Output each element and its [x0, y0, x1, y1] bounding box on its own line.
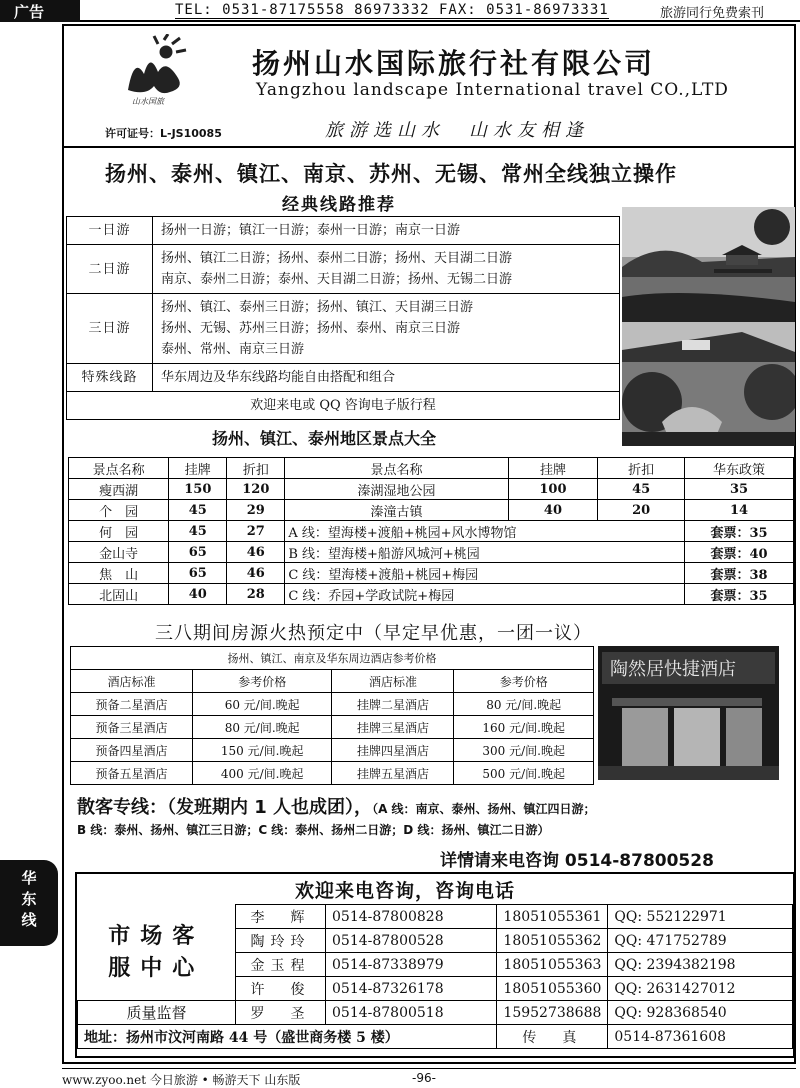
fax-label: 传 真: [497, 1025, 608, 1049]
table-row: [69, 479, 794, 500]
footer-publication: www.zyoo.net 今日旅游 • 畅游天下 山东版: [62, 1073, 301, 1087]
table-row: [78, 905, 793, 929]
mountain-icon: [128, 62, 180, 93]
staff-qq: QQ: 471752789: [608, 929, 793, 953]
company-name-en: Yangzhou landscape International travel CO.,LTD: [256, 80, 729, 100]
table-row: [71, 693, 594, 716]
column-header: 酒店标准: [71, 670, 193, 693]
staff-name: 金玉程: [236, 953, 326, 977]
route-lines: [153, 245, 620, 294]
service-center-label: [78, 905, 236, 1001]
hotel-price: 60 元/间.晚起: [192, 693, 332, 716]
staff-name: 陶玲玲: [236, 929, 326, 953]
hotel-table-caption: 扬州、镇江、南京及华东周边酒店参考价格: [71, 647, 594, 670]
column-header: 参考价格: [192, 670, 332, 693]
lake-pavilion-photo: [622, 207, 795, 322]
spot-discount-price: 20: [598, 500, 685, 521]
table-row: [71, 739, 594, 762]
table-row: [69, 584, 794, 605]
sun-icon: [154, 34, 186, 57]
spot-list-price: 45: [169, 500, 227, 521]
package-price: 套票：35: [685, 584, 794, 605]
column-header: 折扣: [598, 458, 685, 479]
route-line: 扬州、镇江二日游；扬州、泰州二日游；扬州、天目湖二日游: [161, 251, 513, 266]
staff-tel[interactable]: 0514-87338979: [326, 953, 497, 977]
route-lines: [153, 294, 620, 364]
section-tab-label: 华东线: [21, 869, 37, 929]
spot-list-price: 45: [169, 521, 227, 542]
page-number: -96-: [412, 1071, 436, 1085]
staff-tel[interactable]: 0514-87800528: [326, 929, 497, 953]
company-address: 地址：扬州市汶河南路 44 号（盛世商务楼 5 楼）: [78, 1025, 497, 1049]
hotel-grade: 预备三星酒店: [71, 716, 193, 739]
column-header: 景点名称: [69, 458, 169, 479]
spot-policy-price: 35: [685, 479, 794, 500]
route-line: 南京、泰州二日游；泰州、天目湖二日游；扬州、无锡二日游: [161, 272, 513, 287]
package-price: 套票：35: [685, 521, 794, 542]
sanke-title: 散客专线：（发班期内 1 人也成团），: [77, 797, 373, 818]
spot-list-price: 150: [169, 479, 227, 500]
company-logo: [120, 34, 200, 106]
detail-hotline: 详情请来电咨询 0514-87800528: [440, 851, 714, 871]
package-line: A 线：望海楼+渡船+桃园+风水博物馆: [285, 521, 685, 542]
spot-discount-price: 27: [227, 521, 285, 542]
route-category: 二日游: [67, 245, 153, 294]
spot-name: 何 园: [69, 521, 169, 542]
hotel-price: 300 元/间.晚起: [454, 739, 594, 762]
spot-name: 焦 山: [69, 563, 169, 584]
page-footer: [62, 1068, 796, 1086]
package-line: C 线：望海楼+渡船+桃园+梅园: [285, 563, 685, 584]
staff-name: 许 俊: [236, 977, 326, 1001]
spot-list-price: 65: [169, 542, 227, 563]
hotel-grade: 挂牌四星酒店: [332, 739, 454, 762]
route-category: 特殊线路: [67, 364, 153, 392]
logo-caption: 山水国旅: [132, 97, 164, 106]
staff-name: 李 辉: [236, 905, 326, 929]
column-header: 挂牌: [508, 458, 598, 479]
hotel-price: 160 元/间.晚起: [454, 716, 594, 739]
column-header: 景点名称: [285, 458, 508, 479]
spot-discount-price: 46: [227, 542, 285, 563]
table-row: [78, 1025, 793, 1049]
route-row: [67, 217, 620, 245]
column-header: 挂牌: [169, 458, 227, 479]
spot-list-price: 100: [508, 479, 598, 500]
route-row: [67, 245, 620, 294]
table-row: [69, 500, 794, 521]
table-row: [71, 762, 594, 785]
table-row: [69, 521, 794, 542]
staff-qq: QQ: 2631427012: [608, 977, 793, 1001]
route-category: 一日游: [67, 217, 153, 245]
hotel-grade: 预备四星酒店: [71, 739, 193, 762]
spot-list-price: 65: [169, 563, 227, 584]
staff-qq: QQ: 2394382198: [608, 953, 793, 977]
table-header-row: [69, 458, 794, 479]
table-row: [71, 716, 594, 739]
staff-mobile[interactable]: 18051055361: [497, 905, 608, 929]
sanke-line-a: （A 线：南京、泰州、扬州、镇江四日游；: [372, 802, 596, 816]
garden-photo: [622, 322, 795, 446]
ad-tag: 广告: [0, 0, 80, 22]
spot-discount-price: 29: [227, 500, 285, 521]
hotel-price: 400 元/间.晚起: [192, 762, 332, 785]
table-row: [69, 563, 794, 584]
spot-policy-price: 14: [685, 500, 794, 521]
quality-qq: QQ: 928368540: [608, 1001, 793, 1025]
spot-list-price: 40: [508, 500, 598, 521]
spot-name: 北固山: [69, 584, 169, 605]
quality-mobile[interactable]: 15952738688: [497, 1001, 608, 1025]
column-header: 折扣: [227, 458, 285, 479]
company-slogan: 旅游选山水 山水友相逢: [325, 120, 589, 141]
spot-discount-price: 28: [227, 584, 285, 605]
staff-mobile[interactable]: 18051055360: [497, 977, 608, 1001]
service-center-text: 市场客服中心: [108, 923, 205, 982]
quality-name: 罗 圣: [236, 1001, 326, 1025]
route-line: 华东周边及华东线路均能自由搭配和组合: [153, 364, 620, 392]
license-number: 许可证号：L-JS10085: [105, 127, 222, 140]
package-line: C 线：乔园+学政试院+梅园: [285, 584, 685, 605]
route-row: [67, 392, 620, 420]
hotel-price: 80 元/间.晚起: [454, 693, 594, 716]
spot-name: 个 园: [69, 500, 169, 521]
route-line: 泰州、常州、南京三日游: [161, 342, 305, 357]
column-header: 参考价格: [454, 670, 594, 693]
route-line: 扬州、镇江、泰州三日游；扬州、镇江、天目湖三日游: [161, 300, 474, 315]
table-row: [78, 1001, 793, 1025]
route-row: [67, 294, 620, 364]
staff-mobile[interactable]: 18051055363: [497, 953, 608, 977]
quality-label: 质量监督: [78, 1001, 236, 1025]
scenic-table: [68, 457, 794, 605]
publisher-contact: TEL: 0531-87175558 86973332 FAX: 0531-86973331: [175, 2, 609, 18]
spot-discount-price: 120: [227, 479, 285, 500]
promo-banner: 三八期间房源火热预定中（早定早优惠，一团一议）: [155, 623, 592, 644]
top-bar: [0, 0, 800, 22]
coverage-headline: 扬州、泰州、镇江、南京、苏州、无锡、常州全线独立操作: [105, 161, 677, 186]
hotel-photo: [598, 646, 779, 780]
staff-qq: QQ: 552122971: [608, 905, 793, 929]
scenic-title: 扬州、镇江、泰州地区景点大全: [212, 429, 437, 448]
staff-mobile[interactable]: 18051055362: [497, 929, 608, 953]
route-category: 三日游: [67, 294, 153, 364]
spot-name: 金山寺: [69, 542, 169, 563]
sanke-line: [77, 793, 596, 819]
spot-list-price: 40: [169, 584, 227, 605]
fax-number: 0514-87361608: [608, 1025, 793, 1049]
routes-table: [66, 216, 620, 420]
routes-note: 欢迎来电或 QQ 咨询电子版行程: [67, 392, 620, 420]
route-line: 扬州一日游；镇江一日游；泰州一日游；南京一日游: [153, 217, 620, 245]
contact-title: 欢迎来电咨询，咨询电话: [295, 880, 516, 902]
contact-table: [77, 904, 793, 1049]
hotel-sign: 陶然居快捷酒店: [610, 659, 736, 680]
package-price: 套票：40: [685, 542, 794, 563]
hotel-price: 80 元/间.晚起: [192, 716, 332, 739]
staff-tel[interactable]: 0514-87800828: [326, 905, 497, 929]
table-header-row: [71, 670, 594, 693]
hotel-grade: 挂牌五星酒店: [332, 762, 454, 785]
spot-name: 溱潼古镇: [285, 500, 508, 521]
company-name-cn: 扬州山水国际旅行社有限公司: [252, 47, 656, 80]
route-row: [67, 364, 620, 392]
spot-name: 瘦西湖: [69, 479, 169, 500]
hotel-price-table: [70, 646, 594, 785]
staff-tel[interactable]: 0514-87326178: [326, 977, 497, 1001]
table-row: [69, 542, 794, 563]
column-header: 华东政策: [685, 458, 794, 479]
hotel-grade: 挂牌三星酒店: [332, 716, 454, 739]
spot-name: 溱湖湿地公园: [285, 479, 508, 500]
spot-discount-price: 45: [598, 479, 685, 500]
sanke-lines-bcd: B 线：泰州、扬州、镇江三日游；C 线：泰州、扬州二日游；D 线：扬州、镇江二日游）: [77, 823, 550, 837]
section-tab: [0, 860, 58, 946]
package-price: 套票：38: [685, 563, 794, 584]
free-catalog-note: 旅游同行免费索刊: [660, 6, 765, 21]
package-line: B 线：望海楼+船游风城河+桃园: [285, 542, 685, 563]
hotel-grade: 预备五星酒店: [71, 762, 193, 785]
routes-subhead: 经典线路推荐: [282, 195, 396, 215]
route-line: 扬州、无锡、苏州三日游；扬州、泰州、南京三日游: [161, 321, 461, 336]
hotel-price: 150 元/间.晚起: [192, 739, 332, 762]
spot-discount-price: 46: [227, 563, 285, 584]
column-header: 酒店标准: [332, 670, 454, 693]
hotel-price: 500 元/间.晚起: [454, 762, 594, 785]
hotel-grade: 预备二星酒店: [71, 693, 193, 716]
quality-tel[interactable]: 0514-87800518: [326, 1001, 497, 1025]
hotel-grade: 挂牌二星酒店: [332, 693, 454, 716]
